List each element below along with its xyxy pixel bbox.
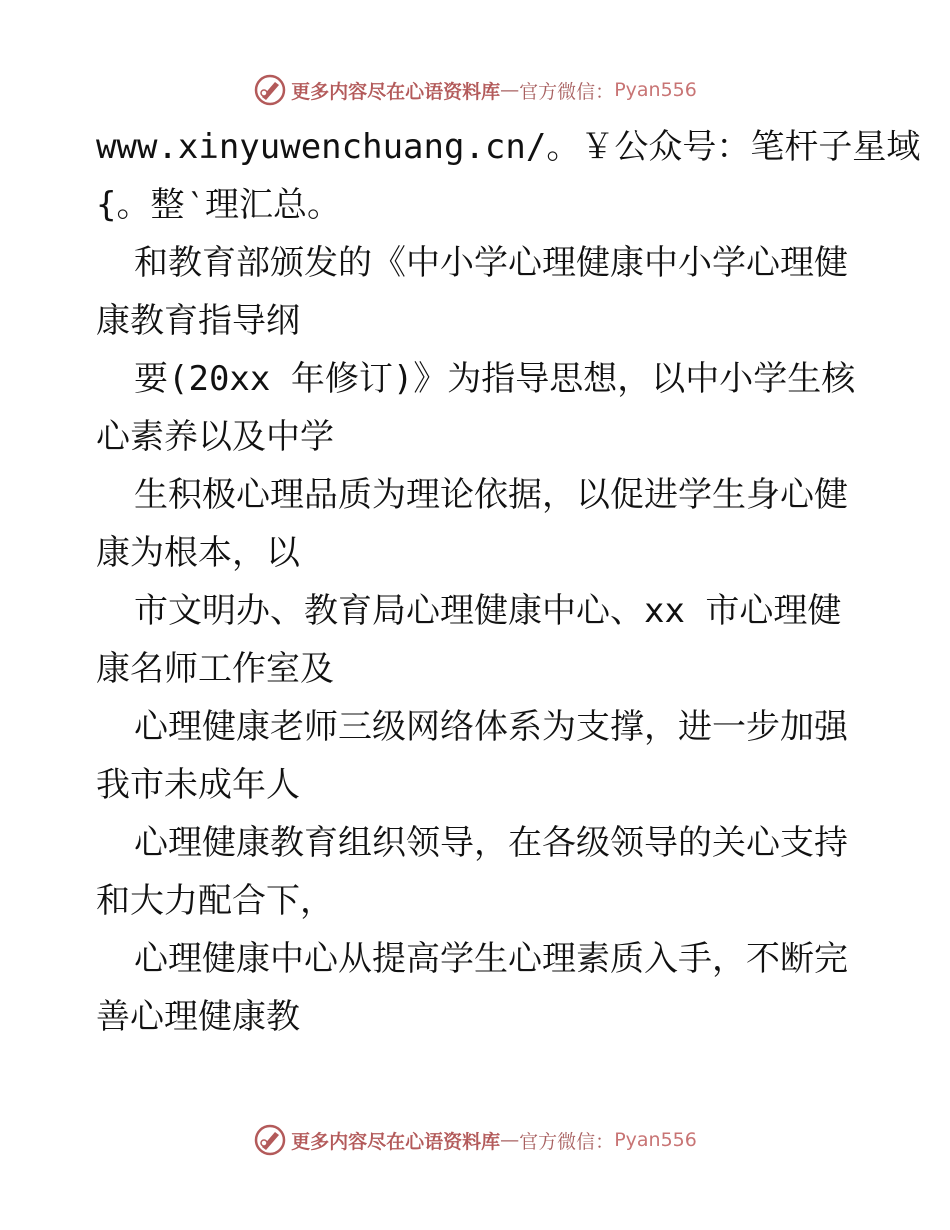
text-line: 心素养以及中学 — [96, 417, 334, 457]
banner-dash: — — [500, 79, 520, 101]
text-line: 我市未成年人 — [96, 765, 300, 805]
pen-logo-icon — [253, 1123, 287, 1157]
text-line: 和教育部颁发的《中小学心理健康中小学心理健 — [134, 243, 848, 283]
text-line: 心理健康老师三级网络体系为支撑，进一步加强 — [134, 707, 848, 747]
pen-logo-icon — [253, 73, 287, 107]
banner-label: 官方微信： — [519, 80, 615, 103]
text-line: www.xinyuwenchuang.cn/。￥公众号：笔杆子星域 — [96, 127, 921, 167]
text-line: 康为根本，以 — [96, 533, 300, 573]
text-line: 康名师工作室及 — [96, 649, 334, 689]
text-line: 心理健康中心从提高学生心理素质入手，不断完 — [134, 939, 848, 979]
header-banner — [0, 70, 950, 110]
footer-banner — [0, 1120, 950, 1160]
text-line: 和大力配合下， — [96, 881, 334, 921]
text-line: 生积极心理品质为理论依据，以促进学生身心健 — [134, 475, 848, 515]
text-line: 善心理健康教 — [96, 997, 300, 1037]
text-line: 康教育指导纲 — [96, 301, 300, 341]
banner-label: 官方微信： — [519, 1130, 615, 1153]
text-line: {。整‵理汇总。 — [96, 185, 341, 225]
text-line: 心理健康教育组织领导，在各级领导的关心支持 — [134, 823, 848, 863]
body-text — [96, 118, 921, 1046]
text-line: 要(20xx 年修订)》为指导思想，以中小学生核 — [134, 359, 856, 399]
banner-main-text: 更多内容尽在心语资料库 — [291, 1130, 501, 1153]
banner-wechat-id: Pyan556 — [614, 1129, 697, 1151]
banner-dash: — — [500, 1129, 520, 1151]
banner-wechat-id: Pyan556 — [614, 79, 697, 101]
text-line: 市文明办、教育局心理健康中心、xx 市心理健 — [134, 591, 842, 631]
banner-main-text: 更多内容尽在心语资料库 — [291, 80, 501, 103]
